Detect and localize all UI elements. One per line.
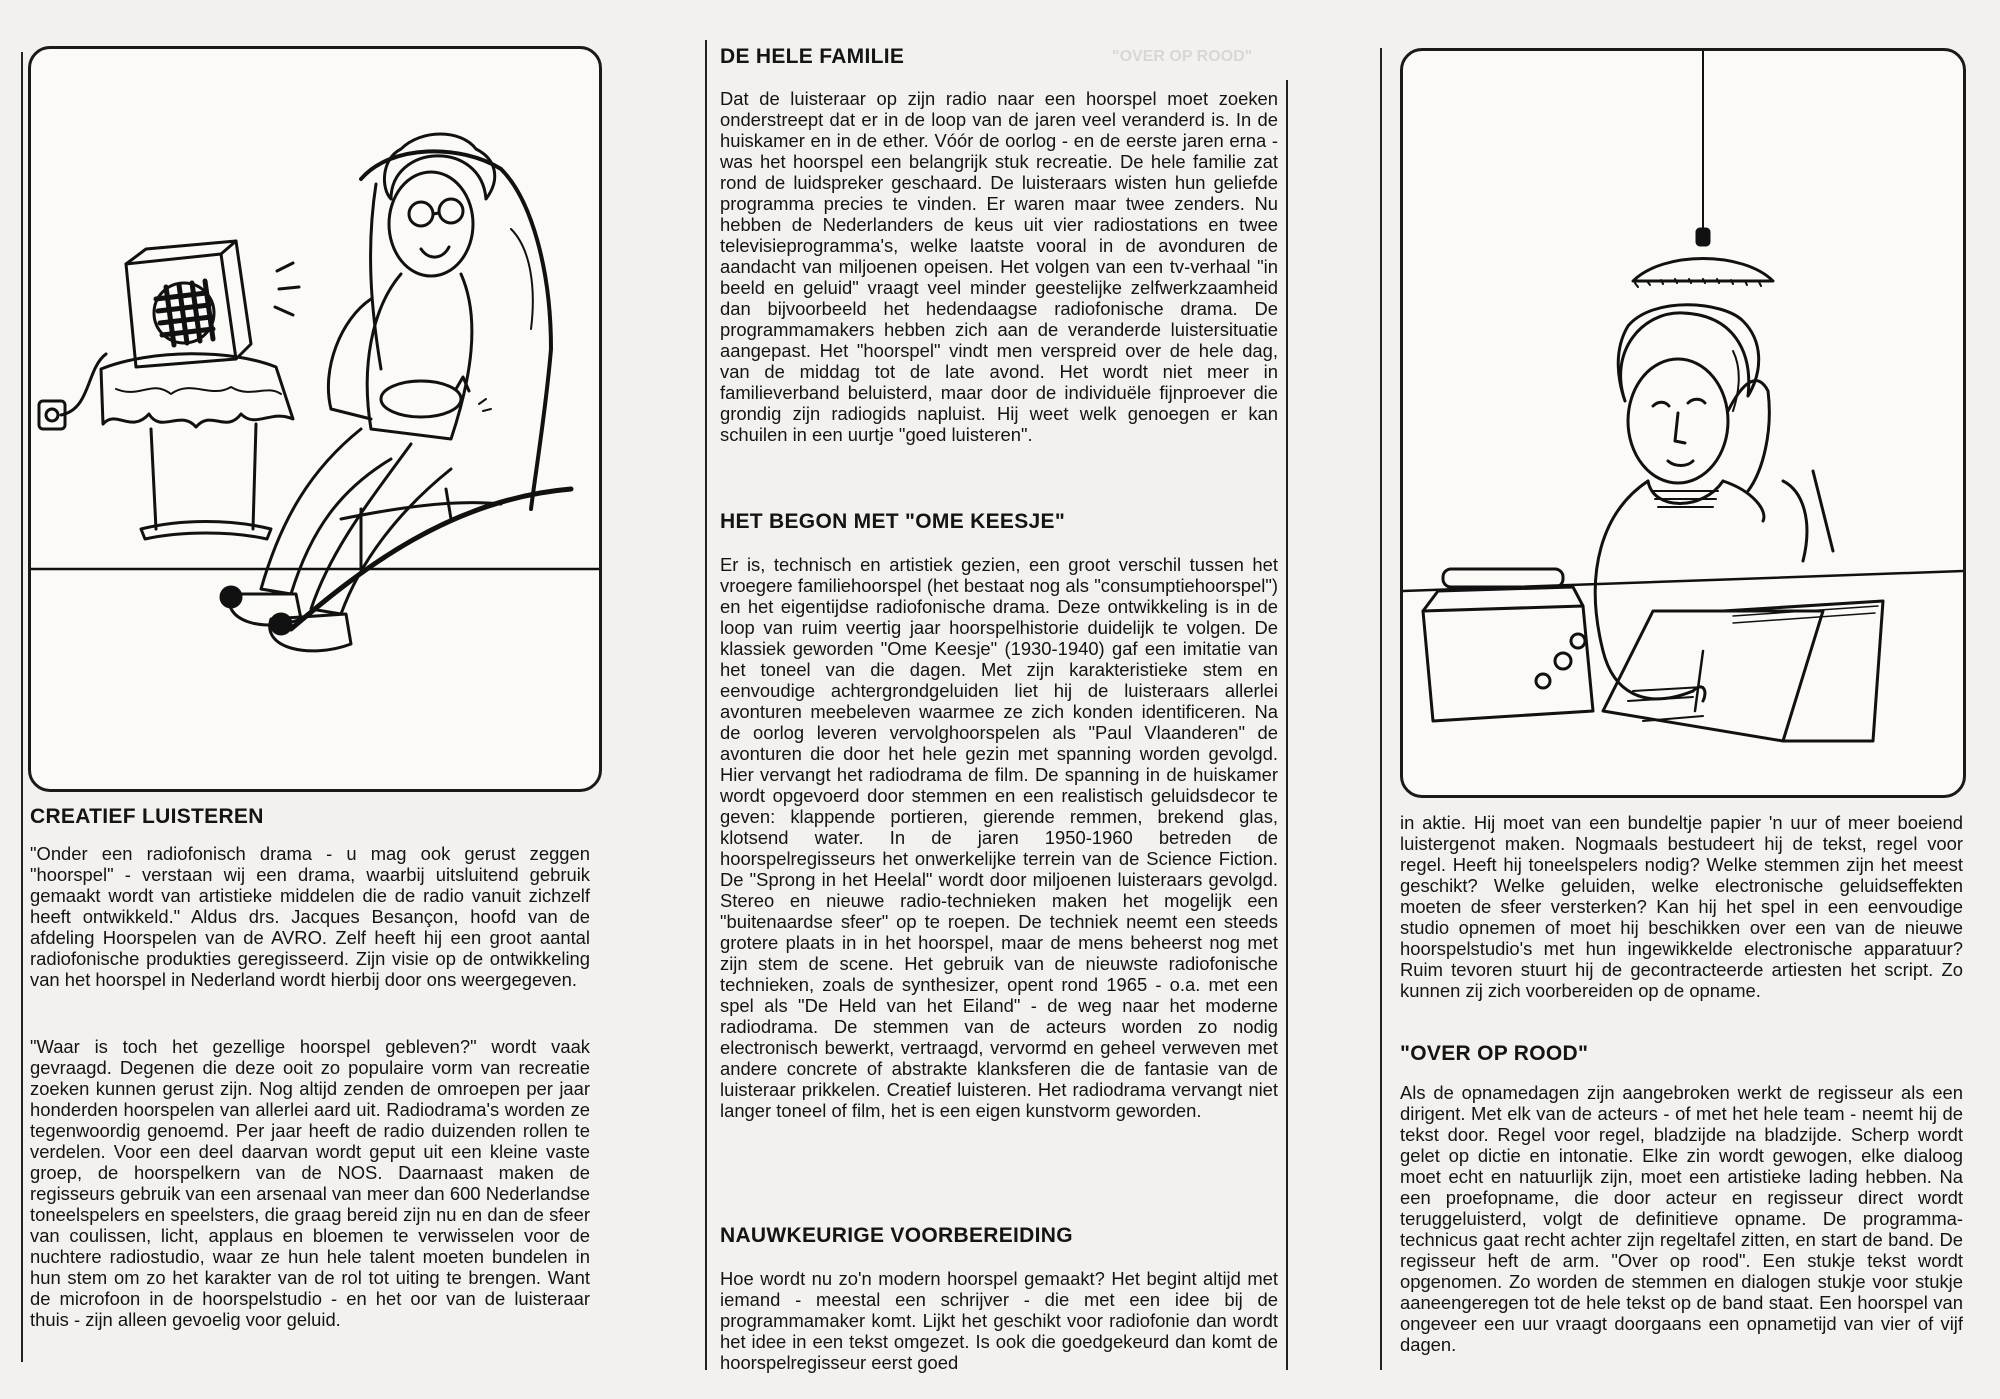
heading-het-begon-met-ome-keesje: HET BEGON MET "OME KEESJE" [720,510,1066,533]
heading-over-op-rood: "OVER OP ROOD" [1400,1042,1589,1065]
column-rule-1 [705,40,707,1370]
right-continuation-paragraph: in aktie. Hij moet van een bundeltje papier 'n uur of meer boeiend luistergenot maken. Nogmaals bestudeert hij de tekst, regel voor regel. Heeft hij toneelspelers nodig? Welke stemmen zijn het meest geschikt? Welke geluiden, welke electronische geluidseffekten moeten de sfeer versterken? Kan hij het spel in een eenvoudige studio opnemen of moet hij beschikken over een van de nieuwe hoorspelstudio's met hun ingewikkelde electronische apparatuur? Ruim tevoren stuurt hij de gecontracteerde artiesten het script. Zo kunnen zij zich voorbereiden op de opname. [1400,812,1963,1001]
right-paragraph-over-op-rood: Als de opnamedagen zijn aangebroken werkt de regisseur als een dirigent. Met elk van de acteurs - of met het hele team - neemt hij de tekst door. Regel voor regel, bladzijde na bladzijde. Scherp wordt gelet op dictie en intonatie. Elke zin wordt gewogen, elke dialoog moet echt en natuurlijk zijn, moet een artistieke lading hebben. Na een proefopname, die door acteur en regisseur direct wordt teruggeluisterd, volgt de definitieve opname. De programma-technicus gaat recht achter zijn regeltafel zitten, en start de band. De regisseur heft de arm. "Over op rood". Een stukje tekst wordt opgenomen. Zo worden de stemmen en dialogen stukje voor stukje aaneengeregen tot de hele tekst op de band staat. Een hoorspel van ongeveer een uur vraagt doorgaans een opnametijd van vier of vijf dagen. [1400,1082,1963,1355]
bleed-through-text: "OVER OP ROOD" [1112,48,1253,65]
middle-paragraph-3: Hoe wordt nu zo'n modern hoorspel gemaakt? Het begint altijd met iemand - meestal een schrijver - die met een idee bij de programmamaker komt. Lijkt het geschikt voor radiofonie dan wordt het idee in een tekst omgezet. Is ook die goedgekeurd dan komt de hoorspelregisseur eerst goed [720,1268,1278,1373]
heading-de-hele-familie: DE HELE FAMILIE [720,45,905,68]
illustration-director-reading-script [1400,48,1966,798]
column-rule-2 [1286,80,1288,1370]
heading-nauwkeurige-voorbereiding: NAUWKEURIGE VOORBEREIDING [720,1224,1073,1247]
left-paragraph-1: "Onder een radiofonisch drama - u mag ook gerust zeggen "hoorspel" - verstaan wij een drama, waarbij uitsluitend gebruik gemaakt wordt van artistieke middelen die de radio vanuit zichzelf heeft ontwikkeld." Aldus drs. Jacques Besançon, hoofd van de afdeling Hoorspelen van de AVRO. Zelf heeft hij een groot aantal radiofonische produkties geregisseerd. Zijn visie op de ontwikkeling van het hoorspel in Nederland wordt hierbij door ons weergegeven. [30,843,590,990]
middle-paragraph-1: Dat de luisteraar op zijn radio naar een hoorspel moet zoeken onderstreept dat er in de loop van de jaren veel veranderd is. In de huiskamer en in de ether. Vóór de oorlog - en de eerste jaren erna - was het hoorspel een belangrijk stuk recreatie. De hele familie zat rond de luidspreker geschaard. De luisteraars wisten hun geliefde programma precies te vinden. Er waren maar twee zenders. Nu hebben de Nederlanders de keus uit vier radiostations en twee televisieprogramma's, welke laatste vooral in de avonduren de aandacht van miljoenen opeisen. Het volgen van een tv-verhaal "in beeld en geluid" vraagt veel minder geestelijke zelfwerkzaamheid dan bijvoorbeeld het hedendaagse radiofonische drama. De programmamakers hebben zich aan de veranderde luistersituatie aangepast. Het "hoorspel" vindt men verspreid over de hele dag, van de middag tot de late avond. Het wordt niet meer in familieverband beluisterd, maar door de individuële fijnproever die grondig zijn radiogids napluist. Hij weet welk genoegen er kan schuilen in een uurtje "goed luisteren". [720,88,1278,445]
middle-paragraph-2: Er is, technisch en artistiek gezien, een groot verschil tussen het vroegere familiehoorspel (het bestaat nog als "consumptiehoorspel") en het eigentijdse radiofonische drama. Deze ontwikkeling is in de loop van ruim veertig jaar hoorspelhistorie duidelijk te volgen. De klassiek geworden "Ome Keesje" (1930-1940) gaf een imitatie van het toneel van die dagen. Met zijn karakteristieke stem en eenvoudige achtergrondgeluiden liet hij de luisteraars allerlei avonturen meebeleven waarmee ze zich konden identificeren. Na de oorlog leveren vervolghoorspelen als "Paul Vlaanderen" de avonturen die door het hele gezin met spanning worden gevolgd. Hier vervangt het radiodrama de film. De spanning in de huiskamer wordt opgevoerd door stemmen en een realistisch geluidsdecor te geven: klappende portieren, gierende remmen, brekend glas, klotsend water. In de jaren 1950-1960 betreden de hoorspelregisseurs het onwerkelijke terrein van de Science Fiction. De "Sprong in het Heelal" wordt door miljoenen luisteraars gevolgd. Stereo en nieuwe radio-technieken maken het mogelijk een "buitenaardse sfeer" op te roepen. De techniek neemt een steeds grotere plaats in in het hoorspel, maar de mens beheerst nog met zijn stem de scene. Het gebruik van de nieuwste radiofonische technieken, zoals de synthesizer, opent rond 1965 - o.a. met een spel als "De Held van het Eiland" - de weg naar het moderne radiodrama. De stemmen van de acteurs worden zo nodig electronisch bewerkt, vertraagd, vervormd en geheel verweven met andere concrete of abstrakte klanksferen die de fantasie van de luisteraar prikkelen. Creatief luisteren. Het radiodrama vervangt niet langer toneel of film, het is een eigen kunstvorm geworden. [720,554,1278,1121]
left-paragraph-2: "Waar is toch het gezellige hoorspel gebleven?" wordt vaak gevraagd. Degenen die deze ooit zo populaire vorm van recreatie zoeken kunnen gerust zijn. Nog altijd zenden de omroepen per jaar honderden hoorspelen van allerlei aard uit. Radiodrama's worden ze tegenwoordig genoemd. Per jaar heeft de radio duizenden rollen te verdelen. Voor een deel daarvan wordt geput uit een kleine vaste groep, de hoorspelkern van de NOS. Daarnaast maken de regisseurs gebruik van een arsenaal van meer dan 600 Nederlandse toneelspelers en speelsters, die graag bereid zijn nu en dan de sfeer van coulissen, licht, applaus en bloemen te verwisselen voor de nuchtere radiostudio, waar ze hun hele talent moeten bundelen in hun stem om zo het karakter van de rol tot uiting te brengen. Want de microfoon in de hoorspelstudio - en het oor van de luisteraar thuis - zijn alleen gevoelig voor geluid. [30,1036,590,1330]
left-margin-rule [21,52,23,1362]
column-rule-3 [1380,48,1382,1370]
illustration-man-listening-to-radio [28,46,602,792]
heading-creatief-luisteren: CREATIEF LUISTEREN [30,805,264,828]
